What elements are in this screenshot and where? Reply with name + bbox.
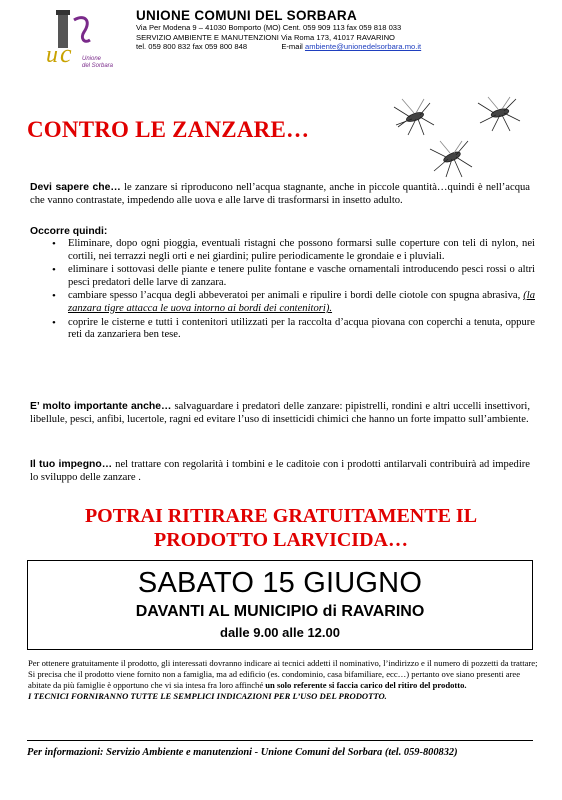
list-item: • eliminare i sottovasi delle piante e tenere pulite fontane e vasche ornamentali introducendo pesci rossi o altri pesci predatori delle larve di zanzara. [50, 264, 535, 289]
tiger-mosquito-note: (la zanzara tigre attacca le uova intorno ai bordi dei contenitori). [68, 290, 535, 314]
letterhead [136, 8, 556, 52]
mosquito-illustration [380, 95, 560, 185]
org-name: UNIONE COMUNI DEL SORBARA [136, 8, 358, 23]
email-label: E-mail [281, 42, 303, 52]
action-list [50, 238, 535, 343]
email-link[interactable]: ambiente@unionedelsorbara.mo.it [304, 42, 422, 52]
event-box [27, 560, 533, 650]
mosquito-icon [394, 99, 434, 135]
instructions-notes [28, 658, 538, 702]
logo-text: Unione [82, 56, 102, 62]
list-item: • cambiare spesso l’acqua degli abbeveratoi per animali e ripulire i bordi delle ciotole con spugna abrasiva, (la zanzara tigre attacca le uova intorno ai bordi dei contenitori). [50, 290, 535, 315]
event-hours: dalle 9.00 alle 12.00 [220, 625, 340, 640]
notes-p3: I TECNICI FORNIRANNO TUTTE LE SEMPLICI INDICAZIONI PER L’USO DEL PRODOTTO. [28, 690, 387, 701]
svg-text:u: u [46, 42, 58, 68]
event-date: SABATO 15 GIUGNO [137, 567, 423, 599]
address-line: Via Per Modena 9 – 41030 Bomporto (MO) Cent. 059 909 113 fax 059 818 033 [136, 23, 402, 32]
event-place: DAVANTI AL MUNICIPIO di RAVARINO [135, 603, 425, 620]
service-line: SERVIZIO AMBIENTE E MANUTENZIONI Via Roma 173, 41017 RAVARINO [136, 32, 395, 42]
needs-label: Occorre quindi: [30, 226, 108, 237]
important-lead: E’ molto importante anche… [30, 401, 172, 412]
intro-text: le zanzare si riproducono nell’acqua stagnante, anche in piccole quantità…quindi è nell’acqua che vanno contrastate, impedendo alle uova e alle larve di trasformarsi in insetto adulto. [30, 182, 530, 206]
mosquito-icon [430, 141, 472, 177]
important-text: salvaguardare i predatori delle zanzare: pipistrelli, rondini e altri uccelli insettivori, libellule, pesci, anfibi, lucertole, ragni ed evitare l’uso di insetticidi chimici che hanno un forte impatto sull’ambiente. [30, 401, 530, 425]
footer-info: Per informazioni: Servizio Ambiente e manutenzioni - Unione Comuni del Sorbara (tel. 059-800832) [27, 740, 533, 760]
union-logo [40, 10, 120, 70]
commitment-lead: Il tuo impegno… [30, 459, 113, 470]
cta-line-1: POTRAI RITIRARE GRATUITAMENTE IL [84, 505, 478, 527]
list-item: • coprire le cisterne e tutti i contenitori utilizzati per la raccolta d’acqua piovana con coperchi a tenuta, oppure reti da zanzariera ben tese. [50, 317, 535, 342]
commitment-paragraph [30, 459, 530, 484]
mosquito-icon [478, 97, 520, 131]
page-title: CONTRO LE ZANZARE… [27, 117, 310, 142]
notes-p2-bold: un solo referente si faccia carico del ritiro del prodotto. [265, 679, 467, 690]
list-item: • Eliminare, dopo ogni pioggia, eventuali ristagni che possono formarsi sulle coperture con teli di nylon, nei cortili, nei terrazzi negli orti e nei giardini; pulire periodicamente le grondaie e i pluviali. [50, 238, 535, 263]
intro-paragraph [30, 182, 530, 207]
phone-fax: tel. 059 800 832 fax 059 800 848 [136, 42, 248, 52]
call-to-action [20, 504, 542, 552]
contact-line [136, 42, 556, 52]
notes-p2: Si precisa che il prodotto viene fornito non a famiglia, ma ad edificio (es. condominio, casa bifamiliare, ecc…) pertanto ove siano presenti aree abitate da più famiglie è opportuno che vi sia intesa fra loro affinché un solo referente si faccia carico del ritiro del prodotto. [28, 668, 521, 690]
commitment-text: nel trattare con regolarità i tombini e le caditoie con i prodotti antilarvali contribuirà ad impedire lo sviluppo delle zanzare . [30, 459, 530, 483]
svg-text:del Sorbara: del Sorbara [82, 63, 114, 69]
notes-p1: Per ottenere gratuitamente il prodotto, gli interessati dovranno indicare ai tecnici addetti il nominativo, l’indirizzo e il numero di pozzetti da trattare; [28, 658, 538, 668]
important-paragraph [30, 401, 530, 426]
intro-lead: Devi sapere che… [30, 182, 121, 193]
svg-text:c: c [60, 39, 72, 68]
cta-line-2: PRODOTTO LARVICIDA… [154, 529, 408, 551]
